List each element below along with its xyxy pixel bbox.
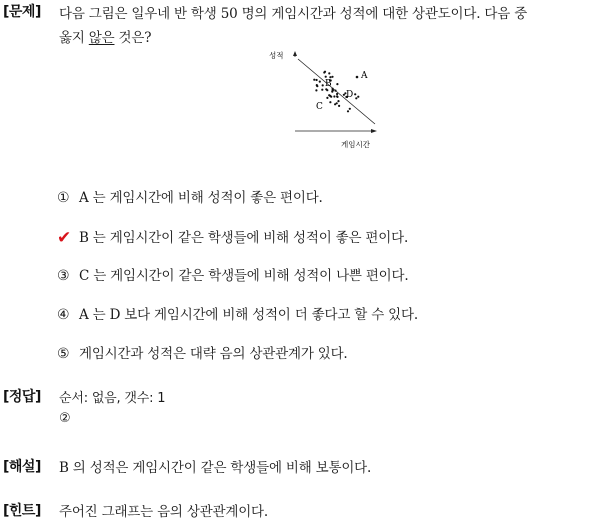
scatter-dot	[329, 95, 331, 97]
scatter-dot	[336, 93, 338, 95]
scatter-dot	[329, 101, 331, 103]
choice-1-marker: ①	[57, 190, 70, 206]
explanation-text: B 의 성적은 게임시간이 같은 학생들에 비해 보통이다.	[59, 460, 372, 476]
choice-5-text: 게임시간과 성적은 대략 음의 상관관계가 있다.	[79, 346, 348, 362]
choice-4[interactable]	[57, 303, 418, 323]
hint-text: 주어진 그래프는 음의 상관관계이다.	[59, 504, 268, 520]
explanation-tag: [해설]	[3, 459, 41, 475]
question-line-1: 다음 그림은 일우네 반 학생 50 명의 게임시간과 성적에 대한 상관도이다. 다음 중	[59, 6, 528, 22]
x-axis-label: 게임시간	[341, 140, 370, 149]
choice-4-text: A 는 D 보다 게임시간에 비해 성적이 더 좋다고 할 수 있다.	[79, 307, 418, 323]
scatter-dot	[325, 76, 327, 78]
scatter-dot	[316, 85, 318, 87]
choice-3[interactable]	[57, 264, 408, 284]
scatter-dot	[329, 76, 331, 78]
scatter-dot	[333, 95, 335, 97]
y-axis-label: 성적	[269, 51, 284, 60]
choice-4-marker: ④	[57, 307, 70, 323]
point-a	[356, 76, 359, 79]
scatter-dot	[337, 100, 339, 102]
scatter-dot	[322, 84, 324, 86]
choice-5[interactable]	[57, 342, 348, 362]
scatter-dot	[313, 79, 315, 81]
question-underlined-word: 않은	[88, 30, 115, 46]
scatter-dot	[349, 108, 351, 110]
scatter-figure	[265, 46, 390, 151]
choice-1-text: A 는 게임시간에 비해 성적이 좋은 편이다.	[79, 190, 323, 206]
checkmark-icon: ✔	[57, 228, 72, 248]
choice-5-marker: ⑤	[57, 346, 70, 362]
question-line-2	[59, 26, 151, 46]
point-b-label: B	[325, 79, 332, 89]
scatter-dot	[321, 89, 323, 91]
choice-2[interactable]	[57, 226, 408, 247]
question-line-2-post: 것은?	[114, 30, 152, 46]
scatter-dot	[316, 79, 318, 81]
scatter-dot	[319, 81, 321, 83]
scatter-dot	[347, 110, 349, 112]
choice-3-marker: ③	[57, 268, 70, 284]
scatter-dot	[336, 102, 338, 104]
trend-line	[298, 59, 375, 124]
scatter-dot	[324, 71, 326, 73]
scatter-dot	[354, 93, 356, 95]
scatter-dot	[355, 97, 357, 99]
choice-2-text: B 는 게임시간이 같은 학생들에 비해 성적이 좋은 편이다.	[79, 230, 409, 246]
question-line-2-pre: 옳지	[59, 30, 89, 46]
choice-1[interactable]	[57, 186, 323, 206]
answer-line-1: 순서: 없음, 갯수: 1	[59, 391, 166, 406]
x-axis-arrowhead	[371, 129, 377, 133]
answer-line-2: ②	[59, 411, 71, 426]
scatter-dot	[336, 96, 338, 98]
point-c-label: C	[316, 102, 323, 112]
problem-tag: [문제]	[3, 4, 41, 20]
scatter-dot	[357, 96, 359, 98]
point-d-label: D	[346, 90, 354, 100]
scatter-dot	[331, 91, 333, 93]
choice-3-text: C 는 게임시간이 같은 학생들에 비해 성적이 나쁜 편이다.	[79, 268, 409, 284]
scatter-dot	[326, 97, 328, 99]
answer-tag: [정답]	[3, 389, 41, 405]
point-a-label: A	[361, 71, 368, 81]
scatter-dot	[328, 72, 330, 74]
hint-tag: [힌트]	[3, 503, 41, 519]
scatter-dot	[315, 89, 317, 91]
scatter-dot	[338, 105, 340, 107]
scatter-dot	[331, 76, 333, 78]
scatter-dot	[336, 83, 338, 85]
scatter-dot	[334, 90, 336, 92]
